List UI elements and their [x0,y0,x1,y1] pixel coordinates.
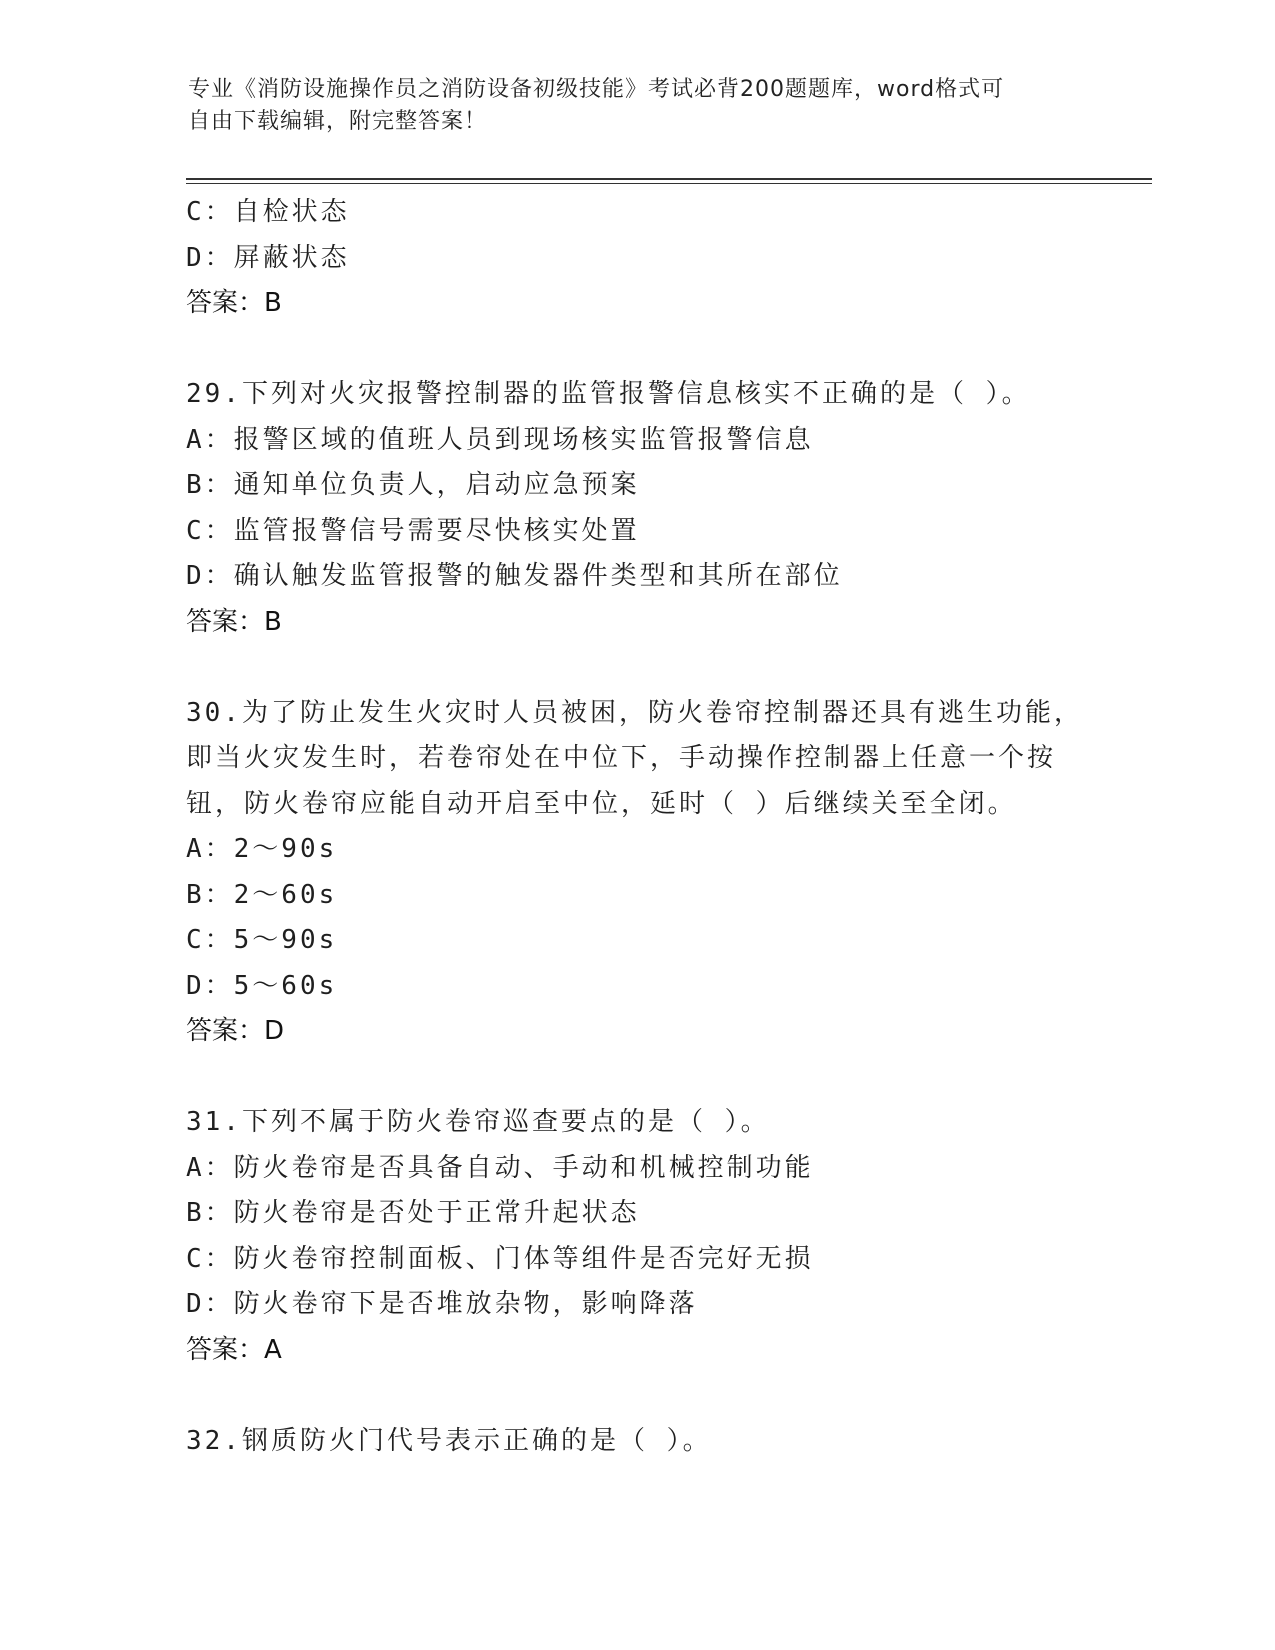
q31-option-d: D：防火卷帘下是否堆放杂物，影响降落 [186,1289,698,1319]
q30-option-d: D：5～60s [186,970,338,1001]
question-spacer [186,645,1086,691]
q31-stem: 31.下列不属于防火卷帘巡查要点的是（ ）。 [186,1107,770,1137]
question-32 [186,1419,1086,1465]
header-line-1: 专业《消防设施操作员之消防设备初级技能》考试必背200题题库，word格式可 [188,77,1005,102]
header-line-2: 自由下载编辑，附完整答案！ [188,109,488,134]
q30-stem-line-2: 即当火灾发生时，若卷帘处在中位下，手动操作控制器上任意一个按 [186,743,1057,773]
q31-option-c: C：防火卷帘控制面板、门体等组件是否完好无损 [186,1243,814,1274]
q30-option-b: B：2～60s [186,879,338,910]
header-divider-thin [186,183,1152,184]
q30-option-c: C：5～90s [186,925,338,955]
header-divider-thick [186,178,1152,180]
q32-stem: 32.钢质防火门代号表示正确的是（ ）。 [186,1425,712,1456]
q29-option-a: A：报警区域的值班人员到现场核实监管报警信息 [186,424,814,455]
q28-option-c: C：自检状态 [186,197,350,227]
q31-option-b: B：防火卷帘是否处于正常升起状态 [186,1198,640,1228]
q31-option-a: A：防火卷帘是否具备自动、手动和机械控制功能 [186,1152,814,1183]
q30-option-a: A：2～90s [186,834,338,864]
q29-answer: 答案：B [186,606,282,637]
q30-stem-line-3: 钮，防火卷帘应能自动开启至中位，延时（ ）后继续关至全闭。 [186,788,1017,819]
q29-option-d: D：确认触发监管报警的触发器件类型和其所在部位 [186,561,843,591]
question-30 [186,691,1086,1055]
q29-stem: 29.下列对火灾报警控制器的监管报警信息核实不正确的是（ ）。 [186,379,1031,409]
q30-answer: 答案：D [186,1016,285,1046]
document-header [188,74,1068,138]
question-list [186,190,1086,1464]
question-spacer [186,1373,1086,1419]
q28-answer: 答案：B [186,288,282,318]
q29-option-c: C：监管报警信号需要尽快核实处置 [186,515,640,546]
q29-option-b: B：通知单位负责人，启动应急预案 [186,470,640,500]
q30-stem-line-1: 30.为了防止发生火灾时人员被困，防火卷帘控制器还具有逃生功能， [186,697,1083,728]
q28-option-d: D：屏蔽状态 [186,242,350,273]
question-spacer [186,1055,1086,1101]
question-28-tail [186,190,1086,327]
question-31 [186,1100,1086,1373]
question-29 [186,372,1086,645]
question-spacer [186,327,1086,373]
q31-answer: 答案：A [186,1334,282,1365]
